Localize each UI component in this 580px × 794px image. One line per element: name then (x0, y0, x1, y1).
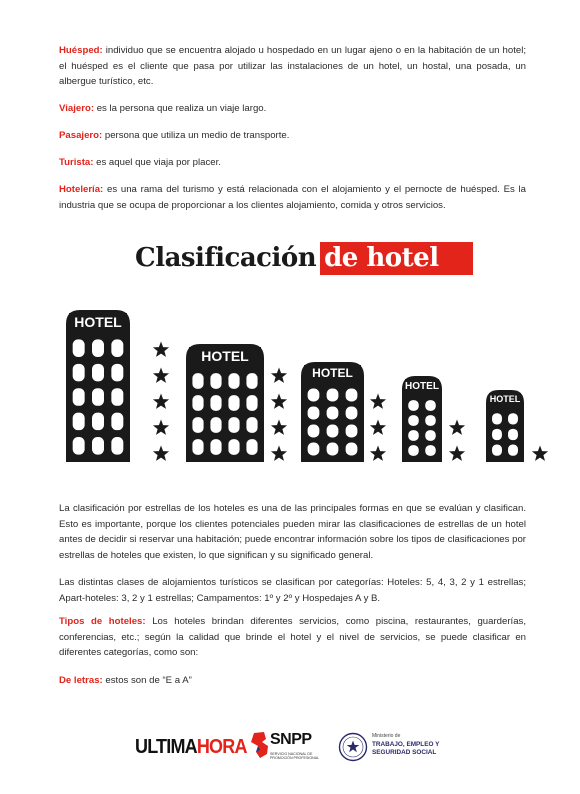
hotel-window (408, 430, 419, 441)
hotel-window (228, 417, 239, 433)
star-icon (153, 420, 169, 435)
hotel-window (508, 413, 518, 424)
hotel-window (73, 364, 85, 382)
hotel-window (425, 400, 436, 411)
paragraph-categories: Las distintas clases de alojamientos turísticos se clasifican por categorías: Hoteles: 5, 4, 3, 2 y 1 estrellas; Apart-hoteles: 3, 2 y 1 estrellas; Campamentos: 1º y 2º y Hospedajes A y B. (59, 577, 526, 604)
ministerio-title: TRABAJO, EMPLEO Y SEGURIDAD SOCIAL (372, 741, 440, 756)
star-icon (449, 420, 465, 435)
hotel-window (327, 425, 339, 438)
hotel-window (408, 445, 419, 456)
hotel-sign-label: HOTEL (405, 381, 439, 392)
ultimahora-logo (135, 734, 247, 758)
hotel-window (192, 373, 203, 389)
paragraph-star-classification: La clasificación por estrellas de los hoteles es una de las principales formas en que se evalúan y clasifican. Esto es importante, porque los clientes potenciales pueden mirar las clasificaciones de estrellas de un hotel antes de decidir si reservar una habitación; puede encontrar información sobre los tipos de clasificaciones por estrellas de hoteles que existen, lo que significan y su significado general. (59, 503, 526, 561)
section-title (135, 241, 473, 275)
star-icon (153, 446, 169, 461)
hotel-window (111, 364, 123, 382)
section-title-black: Clasificación (135, 243, 317, 273)
definition-text: es una rama del turismo y está relacionada con el alojamiento y el pernocte de huésped. Es la industria que se ocupa de proporcionar a los clientes alojamiento, comida y otros servicios. (59, 184, 526, 211)
hotel-window (73, 388, 85, 406)
hotel-window (246, 395, 257, 411)
term-label: Huésped: (59, 45, 103, 56)
hotel-sign-label: HOTEL (74, 314, 122, 330)
paragraph-hotel-types (59, 614, 526, 661)
star-icon (449, 446, 465, 461)
hotel-window (228, 373, 239, 389)
term-label: Viajero: (59, 103, 95, 114)
hotel-window (346, 407, 358, 420)
hotel-sign-label: HOTEL (201, 348, 249, 364)
hotel-window (346, 443, 358, 456)
hotel-window (73, 413, 85, 431)
hotel-window (327, 389, 339, 402)
snpp-wordmark: SNPP (270, 731, 312, 748)
hotel-window (73, 339, 85, 357)
hotel-stars-illustration (58, 300, 558, 470)
hotel-window (246, 439, 257, 455)
ministerio-small-text: Ministerio de (372, 733, 401, 739)
term-label: De letras: (59, 675, 103, 686)
star-icon (370, 394, 386, 409)
logo-ultima: ULTIMA (135, 734, 197, 758)
hotel-window (308, 389, 320, 402)
hotel-window (492, 429, 502, 440)
hotel-window (92, 437, 104, 455)
term-label: Tipos de hoteles: (59, 616, 146, 627)
hotel-window (327, 407, 339, 420)
hotel-window (308, 425, 320, 438)
hotel-window (228, 395, 239, 411)
paragraph-text: estos son de “E a A” (102, 675, 192, 686)
hotel-window (228, 439, 239, 455)
definition-text: individuo que se encuentra alojado u hospedado en un lugar ajeno o en la habitación de un hotel; el huésped es el cliente que pasa por utilizar las instalaciones de un hotel, un hostal, una posada, un albergue turístico, etc. (59, 45, 526, 88)
section-title-red: de hotel (320, 242, 472, 275)
hotel-window (425, 430, 436, 441)
star-icon (370, 420, 386, 435)
hotel-window (111, 437, 123, 455)
hotel-window (210, 417, 221, 433)
hotel-window (92, 413, 104, 431)
hotel-window (73, 437, 85, 455)
hotel-window (425, 445, 436, 456)
star-icon (271, 368, 287, 383)
snpp-logo (248, 730, 326, 766)
term-label: Hotelería: (59, 184, 104, 195)
hotel-window (327, 443, 339, 456)
hotel-window (210, 439, 221, 455)
hotel-sign-label: HOTEL (312, 366, 353, 380)
star-icon (153, 394, 169, 409)
hotel-window (210, 373, 221, 389)
hotel-window (408, 400, 419, 411)
hotel-window (210, 395, 221, 411)
definition-huesped (59, 43, 526, 90)
paragraph-text: Los hoteles brindan diferentes servicios, como piscina, restaurantes, guarderías, conferencias, etc.; según la calidad que brinde el hotel y el nivel de servicios, se puede clasificar en diferentes categorías, como son: (59, 616, 527, 659)
definition-pasajero (59, 128, 526, 144)
hotel-window (192, 417, 203, 433)
hotel-window (111, 388, 123, 406)
paraguay-map-icon (248, 730, 270, 760)
hotel-window (346, 425, 358, 438)
definition-viajero (59, 101, 526, 117)
term-label: Pasajero: (59, 130, 103, 141)
hotel-window (508, 429, 518, 440)
hotel-window (111, 413, 123, 431)
term-label: Turista: (59, 157, 94, 168)
hotel-window (492, 445, 502, 456)
hotel-window (308, 443, 320, 456)
star-icon (370, 446, 386, 461)
definition-hoteleria (59, 182, 526, 213)
star-icon (271, 446, 287, 461)
hotel-window (92, 388, 104, 406)
star-icon (153, 368, 169, 383)
hotel-window (346, 389, 358, 402)
logo-hora: HORA (196, 734, 247, 758)
hotel-window (192, 439, 203, 455)
star-icon (271, 420, 287, 435)
footer-logos (0, 728, 580, 768)
definition-text: es la persona que realiza un viaje largo. (94, 103, 267, 114)
hotel-window (408, 415, 419, 426)
hotel-window (92, 339, 104, 357)
hotel-window (308, 407, 320, 420)
definition-text: persona que utiliza un medio de transporte. (102, 130, 290, 141)
star-icon (271, 394, 287, 409)
snpp-subtitle: SERVICIO NACIONAL DE PROMOCIÓN PROFESIONAL (270, 752, 320, 761)
hotel-window (508, 445, 518, 456)
national-seal-icon (338, 732, 368, 762)
hotel-window (92, 364, 104, 382)
star-icon (153, 342, 169, 357)
hotel-window (192, 395, 203, 411)
definition-turista (59, 155, 526, 171)
hotel-window (425, 415, 436, 426)
hotel-window (246, 417, 257, 433)
hotel-sign-label: HOTEL (489, 394, 521, 404)
definition-text: es aquel que viaja por placer. (93, 157, 221, 168)
hotel-window (111, 339, 123, 357)
star-icon (532, 446, 548, 461)
ministerio-logo (338, 732, 448, 766)
paragraph-letters (59, 673, 526, 689)
hotel-window (246, 373, 257, 389)
hotel-window (492, 413, 502, 424)
